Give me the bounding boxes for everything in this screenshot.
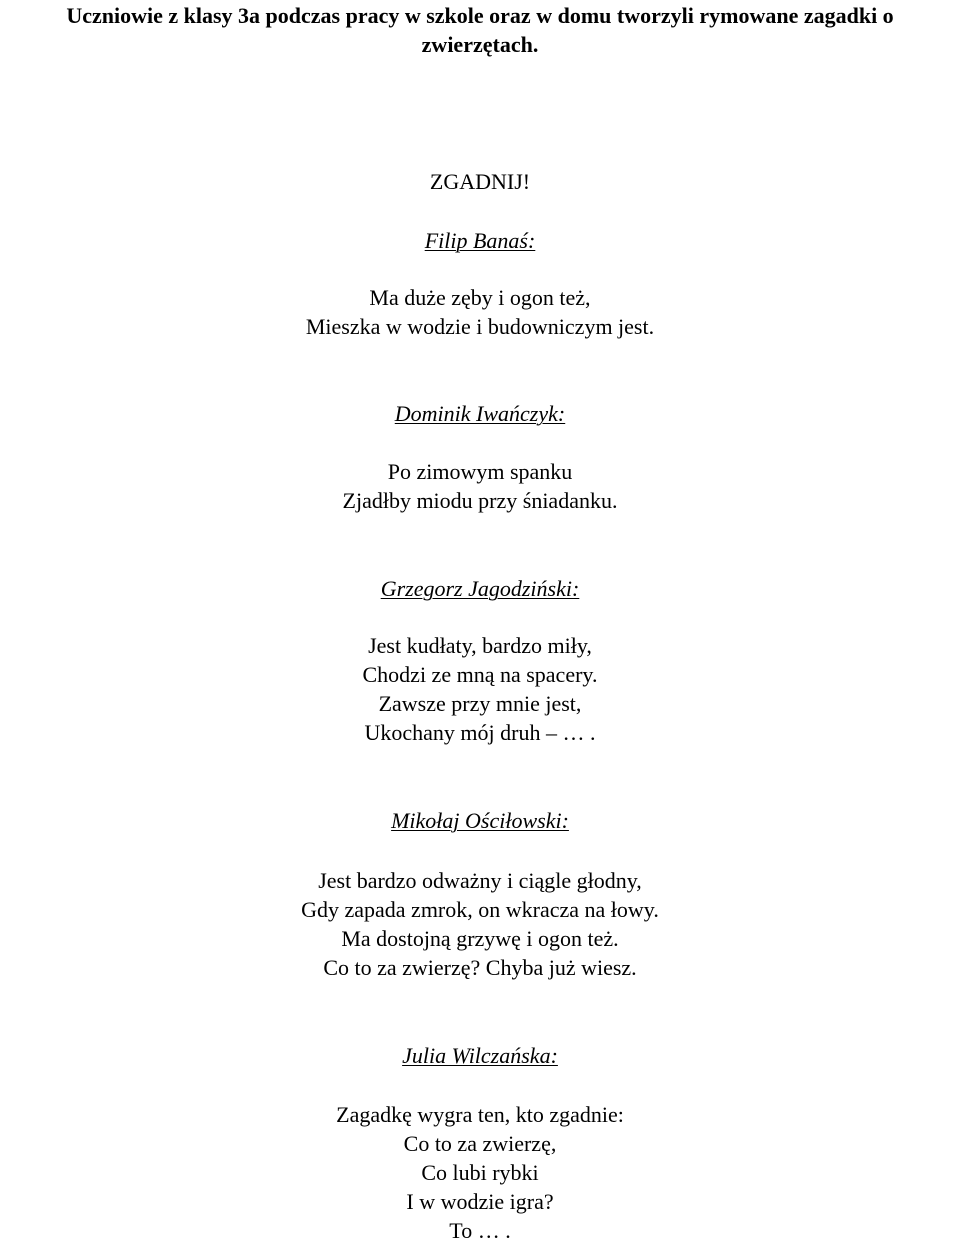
- verse-line: Co to za zwierzę,: [403, 1131, 557, 1156]
- verse-line: Co lubi rybki: [421, 1160, 539, 1185]
- riddle-verse-3: [0, 631, 960, 747]
- riddle-title: ZGADNIJ!: [429, 169, 531, 194]
- heading-line-2: zwierzętach.: [421, 32, 539, 57]
- verse-line: Zagadkę wygra ten, kto zgadnie:: [336, 1102, 624, 1127]
- riddle-author-2: Dominik Iwańczyk:: [394, 401, 566, 426]
- verse-line: Gdy zapada zmrok, on wkracza na łowy.: [301, 897, 659, 922]
- heading-line-1: Uczniowie z klasy 3a podczas pracy w szkole oraz w domu tworzyli rymowane zagadki o: [66, 3, 894, 28]
- verse-line: Ma dostojną grzywę i ogon też.: [341, 926, 619, 951]
- riddle-author-4: Mikołaj Ościłowski:: [391, 808, 569, 833]
- verse-line: Ukochany mój druh – … .: [364, 720, 596, 745]
- riddle-verse-1: [0, 283, 960, 341]
- verse-line: Chodzi ze mną na spacery.: [362, 662, 598, 687]
- document-heading: [0, 0, 960, 59]
- verse-line: Po zimowym spanku: [387, 459, 573, 484]
- riddle-author-1: Filip Banaś:: [424, 228, 536, 253]
- verse-line: Jest kudłaty, bardzo miły,: [368, 633, 592, 658]
- verse-line: Zjadłby miodu przy śniadanku.: [342, 488, 618, 513]
- riddle-author-3: Grzegorz Jagodziński:: [380, 576, 580, 601]
- verse-line: I w wodzie igra?: [406, 1189, 554, 1214]
- riddle-verse-4: [0, 866, 960, 982]
- riddle-verse-5: [0, 1100, 960, 1245]
- verse-line: To … .: [449, 1218, 511, 1243]
- riddle-verse-2: [0, 457, 960, 515]
- verse-line: Ma duże zęby i ogon też,: [369, 285, 591, 310]
- verse-line: Zawsze przy mnie jest,: [378, 691, 582, 716]
- riddle-author-5: Julia Wilczańska:: [402, 1043, 558, 1068]
- verse-line: Mieszka w wodzie i budowniczym jest.: [305, 314, 655, 339]
- verse-line: Jest bardzo odważny i ciągle głodny,: [318, 868, 642, 893]
- verse-line: Co to za zwierzę? Chyba już wiesz.: [323, 955, 637, 980]
